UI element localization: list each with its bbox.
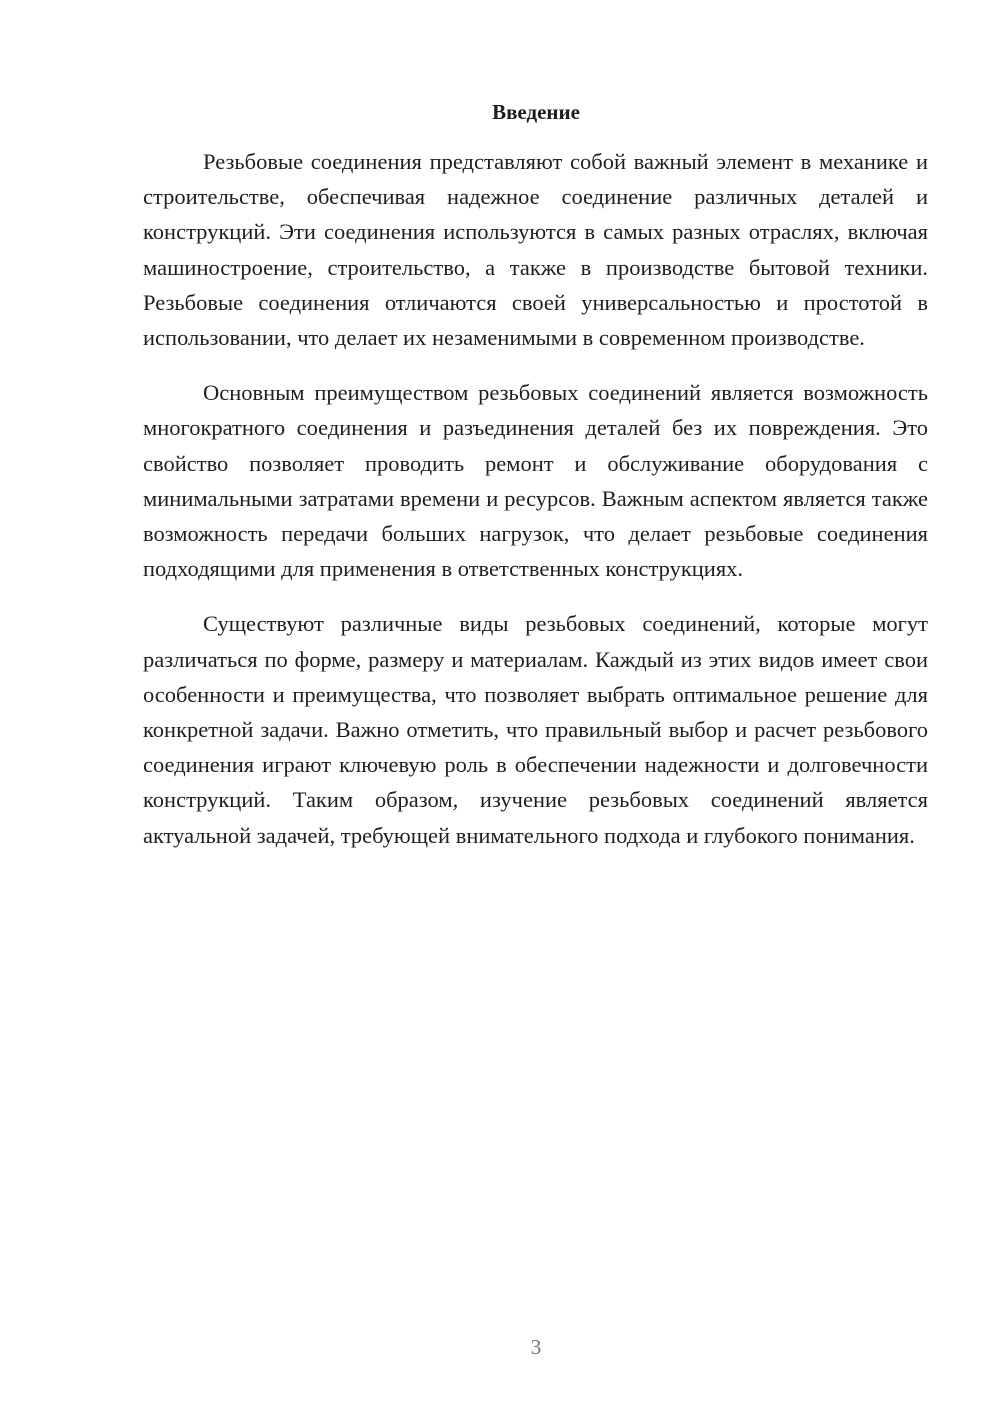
paragraph-1: Резьбовые соединения представляют собой важный элемент в механике и строительстве, обеспечивая надежное соединение различных деталей и конструкций. Эти соединения используются в самых разных отраслях, включая машиностроение, строительство, а также в производстве бытовой техники. Резьбовые соединения отличаются своей универсальностью и простотой в использовании, что делает их незаменимыми в современном производстве. — [143, 149, 928, 351]
section-title: Введение — [492, 100, 580, 124]
paragraph-3: Существуют различные виды резьбовых соединений, которые могут различаться по форме, размеру и материалам. Каждый из этих видов имеет свои особенности и преимущества, что позволяет выбрать оптимальное решение для конкретной задачи. Важно отметить, что правильный выбор и расчет резьбового соединения играют ключевую роль в обеспечении надежности и долговечности конструкций. Таким образом, изучение резьбовых соединений является актуальной задачей, требующей внимательного подхода и глубокого понимания. — [143, 611, 928, 848]
body-text — [143, 144, 928, 873]
page-number: 3 — [530, 1335, 542, 1359]
paragraph-2: Основным преимуществом резьбовых соединений является возможность многократного соединения и разъединения деталей без их повреждения. Это свойство позволяет проводить ремонт и обслуживание оборудования с минимальными затратами времени и ресурсов. Важным аспектом является также возможность передачи больших нагрузок, что делает резьбовые соединения подходящими для применения в ответственных конструкциях. — [143, 380, 928, 582]
